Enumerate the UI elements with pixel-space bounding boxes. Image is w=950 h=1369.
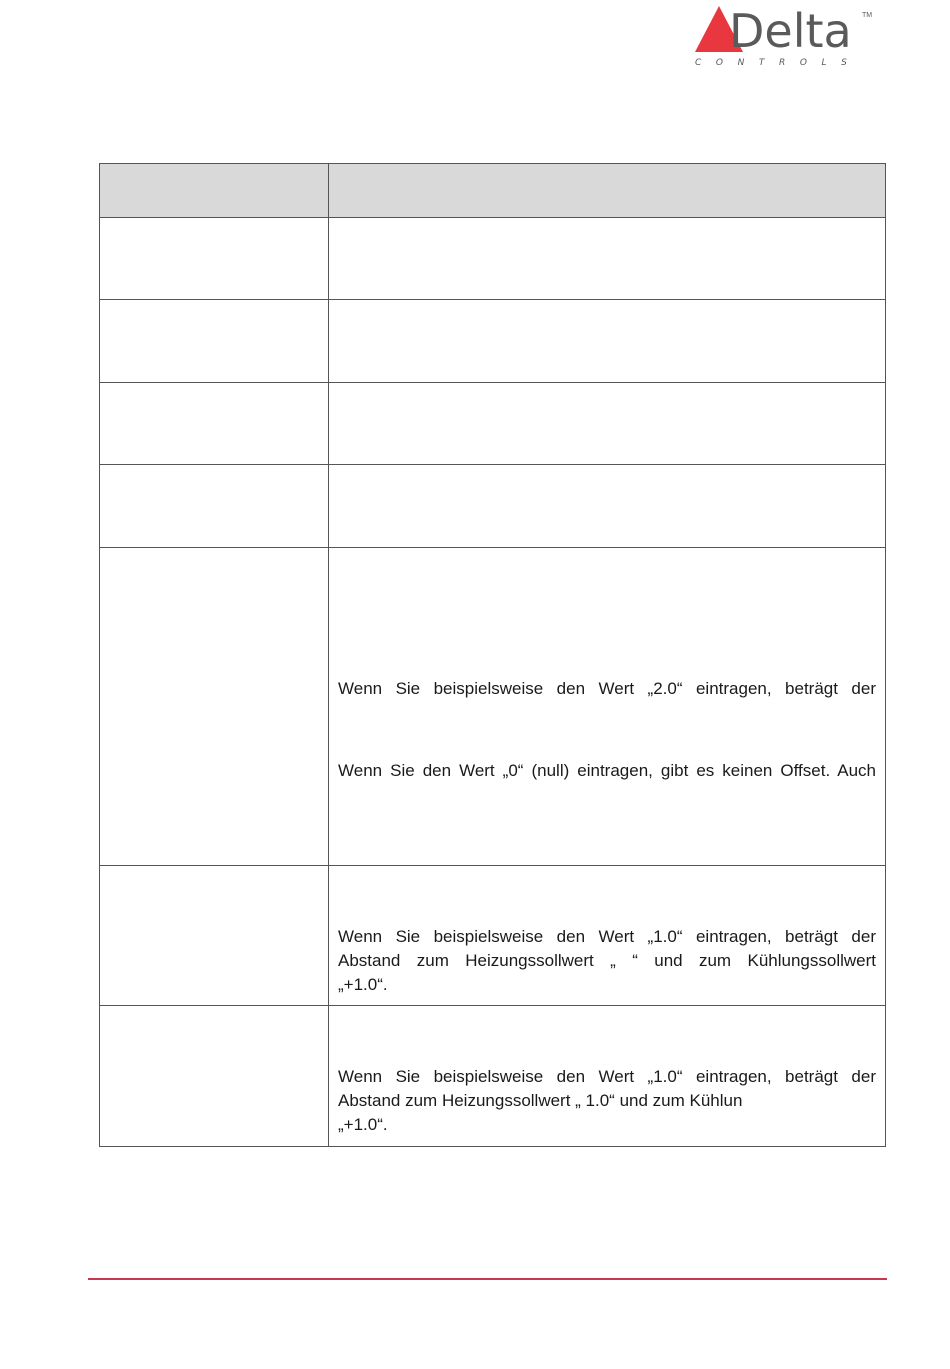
description-cell (329, 383, 886, 465)
table-row (100, 300, 886, 383)
description-cell (329, 218, 886, 300)
parameter-table (99, 163, 886, 1147)
param-cell (100, 866, 329, 1006)
description-line: Wenn Sie beispielsweise den Wert „2.0“ eintragen, beträgt der (338, 679, 876, 698)
footer-rule (88, 1278, 887, 1280)
description-cell (329, 1006, 886, 1147)
table-header-description (329, 164, 886, 218)
table-row (100, 383, 886, 465)
param-cell (100, 1006, 329, 1147)
table-row (100, 218, 886, 300)
description-cell (329, 866, 886, 1006)
table-row (100, 1006, 886, 1147)
table-header-param (100, 164, 329, 218)
table-header-row (100, 164, 886, 218)
logo-brand-text: Delta (729, 4, 852, 58)
description-line: Wenn Sie beispielsweise den Wert „1.0“ eintragen, beträgt der (338, 927, 876, 946)
table-row (100, 548, 886, 866)
param-cell (100, 218, 329, 300)
table-row (100, 465, 886, 548)
description-line: „+1.0“. (338, 1115, 388, 1134)
param-cell (100, 383, 329, 465)
logo-subtitle: CONTROLS (695, 58, 862, 68)
description-line: Wenn Sie beispielsweise den Wert „1.0“ eintragen, beträgt der (338, 1067, 876, 1086)
delta-controls-logo (695, 6, 875, 70)
param-cell (100, 300, 329, 383)
param-cell (100, 548, 329, 866)
logo-trademark: TM (862, 12, 873, 19)
param-cell (100, 465, 329, 548)
description-cell (329, 548, 886, 866)
description-line: Abstand zum Heizungssollwert „ 1.0“ und zum Kühlun (338, 1091, 743, 1110)
description-line: Wenn Sie den Wert „0“ (null) eintragen, gibt es keinen Offset. Auch (338, 761, 876, 780)
description-line: „+1.0“. (338, 975, 388, 994)
description-line: Abstand zum Heizungssollwert „ “ und zum Kühlungssollwert (338, 951, 876, 970)
description-cell (329, 300, 886, 383)
table-row (100, 866, 886, 1006)
description-cell (329, 465, 886, 548)
